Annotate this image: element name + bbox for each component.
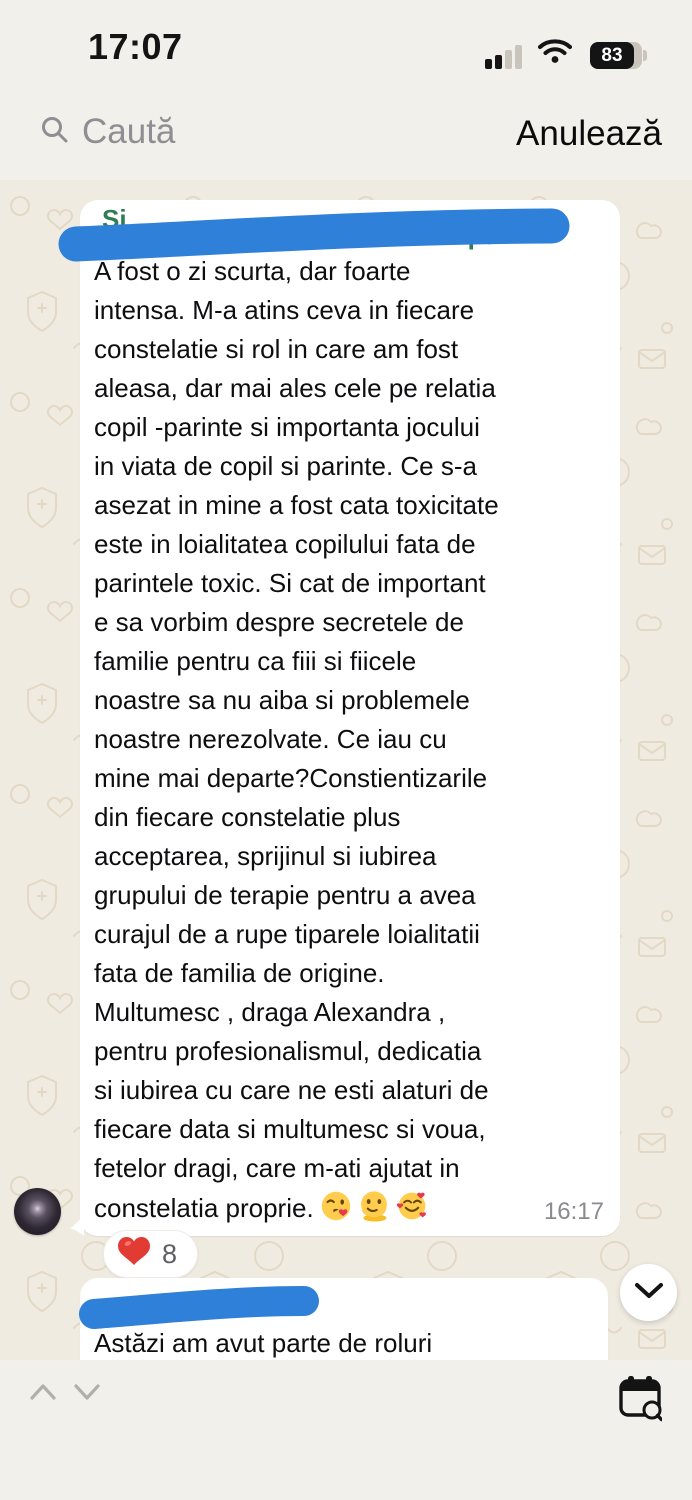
status-icons (485, 38, 642, 69)
calendar-search-button[interactable] (618, 1376, 662, 1425)
status-time: 17:07 (88, 26, 183, 67)
battery-percent: 83 (601, 44, 623, 66)
message-text-last-line: constelatia proprie. (94, 1192, 314, 1223)
signal-strength-icon (485, 45, 522, 69)
bottom-toolbar (0, 1360, 692, 1500)
reaction-pill[interactable] (103, 1230, 198, 1278)
search-previous-result-button[interactable] (28, 1382, 58, 1405)
search-placeholder: Caută (82, 112, 176, 151)
message-2-text: Astăzi am avut parte de roluri (94, 1328, 433, 1358)
message-bubble-2[interactable] (80, 1278, 608, 1360)
sender-name-fragment: Si (102, 204, 127, 234)
chevron-down-icon (634, 1282, 664, 1303)
sender-name-redacted (94, 206, 606, 252)
chevron-down-icon (72, 1390, 102, 1405)
message-bubble[interactable] (80, 200, 620, 1236)
reaction-count: 8 (162, 1238, 178, 1269)
smiling-face-with-hearts-emoji (396, 1190, 428, 1229)
heart-reaction-icon (118, 1237, 150, 1271)
status-bar (0, 0, 692, 90)
melting-face-emoji (358, 1190, 390, 1229)
wifi-icon (538, 38, 572, 69)
message-text: A fost o zi scurta, dar foarte intensa. M-a atins ceva in fiecare constelatie si rol in care am fost aleasa, dar mai ales cele pe relatia copil -parinte si importanta jocului in viata de copil si parinte. Ce s-a asezat in mine a fost cata toxicitate este in loialitatea copilului fata de parintele toxic. Si cat de important e sa vorbim despre secretele de familie pentru ca fiii si fiicele noastre sa nu aiba si problemele noastre nerezolvate. Ce iau cu mine mai departe?Constientizarile din fiecare constelatie plus acceptarea, sprijinul si iubirea grupului de terapie pentru a avea curajul de a rupe tiparele loialitatii fata de familia de origine. Multumesc , draga Alexandra , pentru profesionalismul, dedicatia si iubirea cu care ne esti alaturi de fiecare data si multumesc si voua, fetelor dragi, care m-ati ajutat in (94, 256, 499, 1183)
message-timestamp: 16:17 (543, 1198, 604, 1225)
scroll-to-bottom-button[interactable] (620, 1264, 677, 1321)
cancel-button[interactable]: Anulează (516, 114, 662, 153)
chevron-up-icon (28, 1390, 58, 1405)
search-next-result-button[interactable] (72, 1382, 102, 1405)
calendar-search-icon (618, 1410, 662, 1425)
face-blowing-a-kiss-emoji (320, 1190, 352, 1229)
chat-area (0, 180, 692, 1360)
search-input[interactable] (40, 112, 175, 152)
search-icon (40, 115, 70, 150)
sender-name-redacted-2 (94, 1284, 594, 1324)
sender-name-fragment: constelatii Sept (300, 220, 493, 250)
bubble-tail (70, 1214, 84, 1236)
avatar[interactable] (14, 1188, 61, 1235)
search-bar (0, 90, 692, 180)
battery-icon (590, 42, 642, 69)
